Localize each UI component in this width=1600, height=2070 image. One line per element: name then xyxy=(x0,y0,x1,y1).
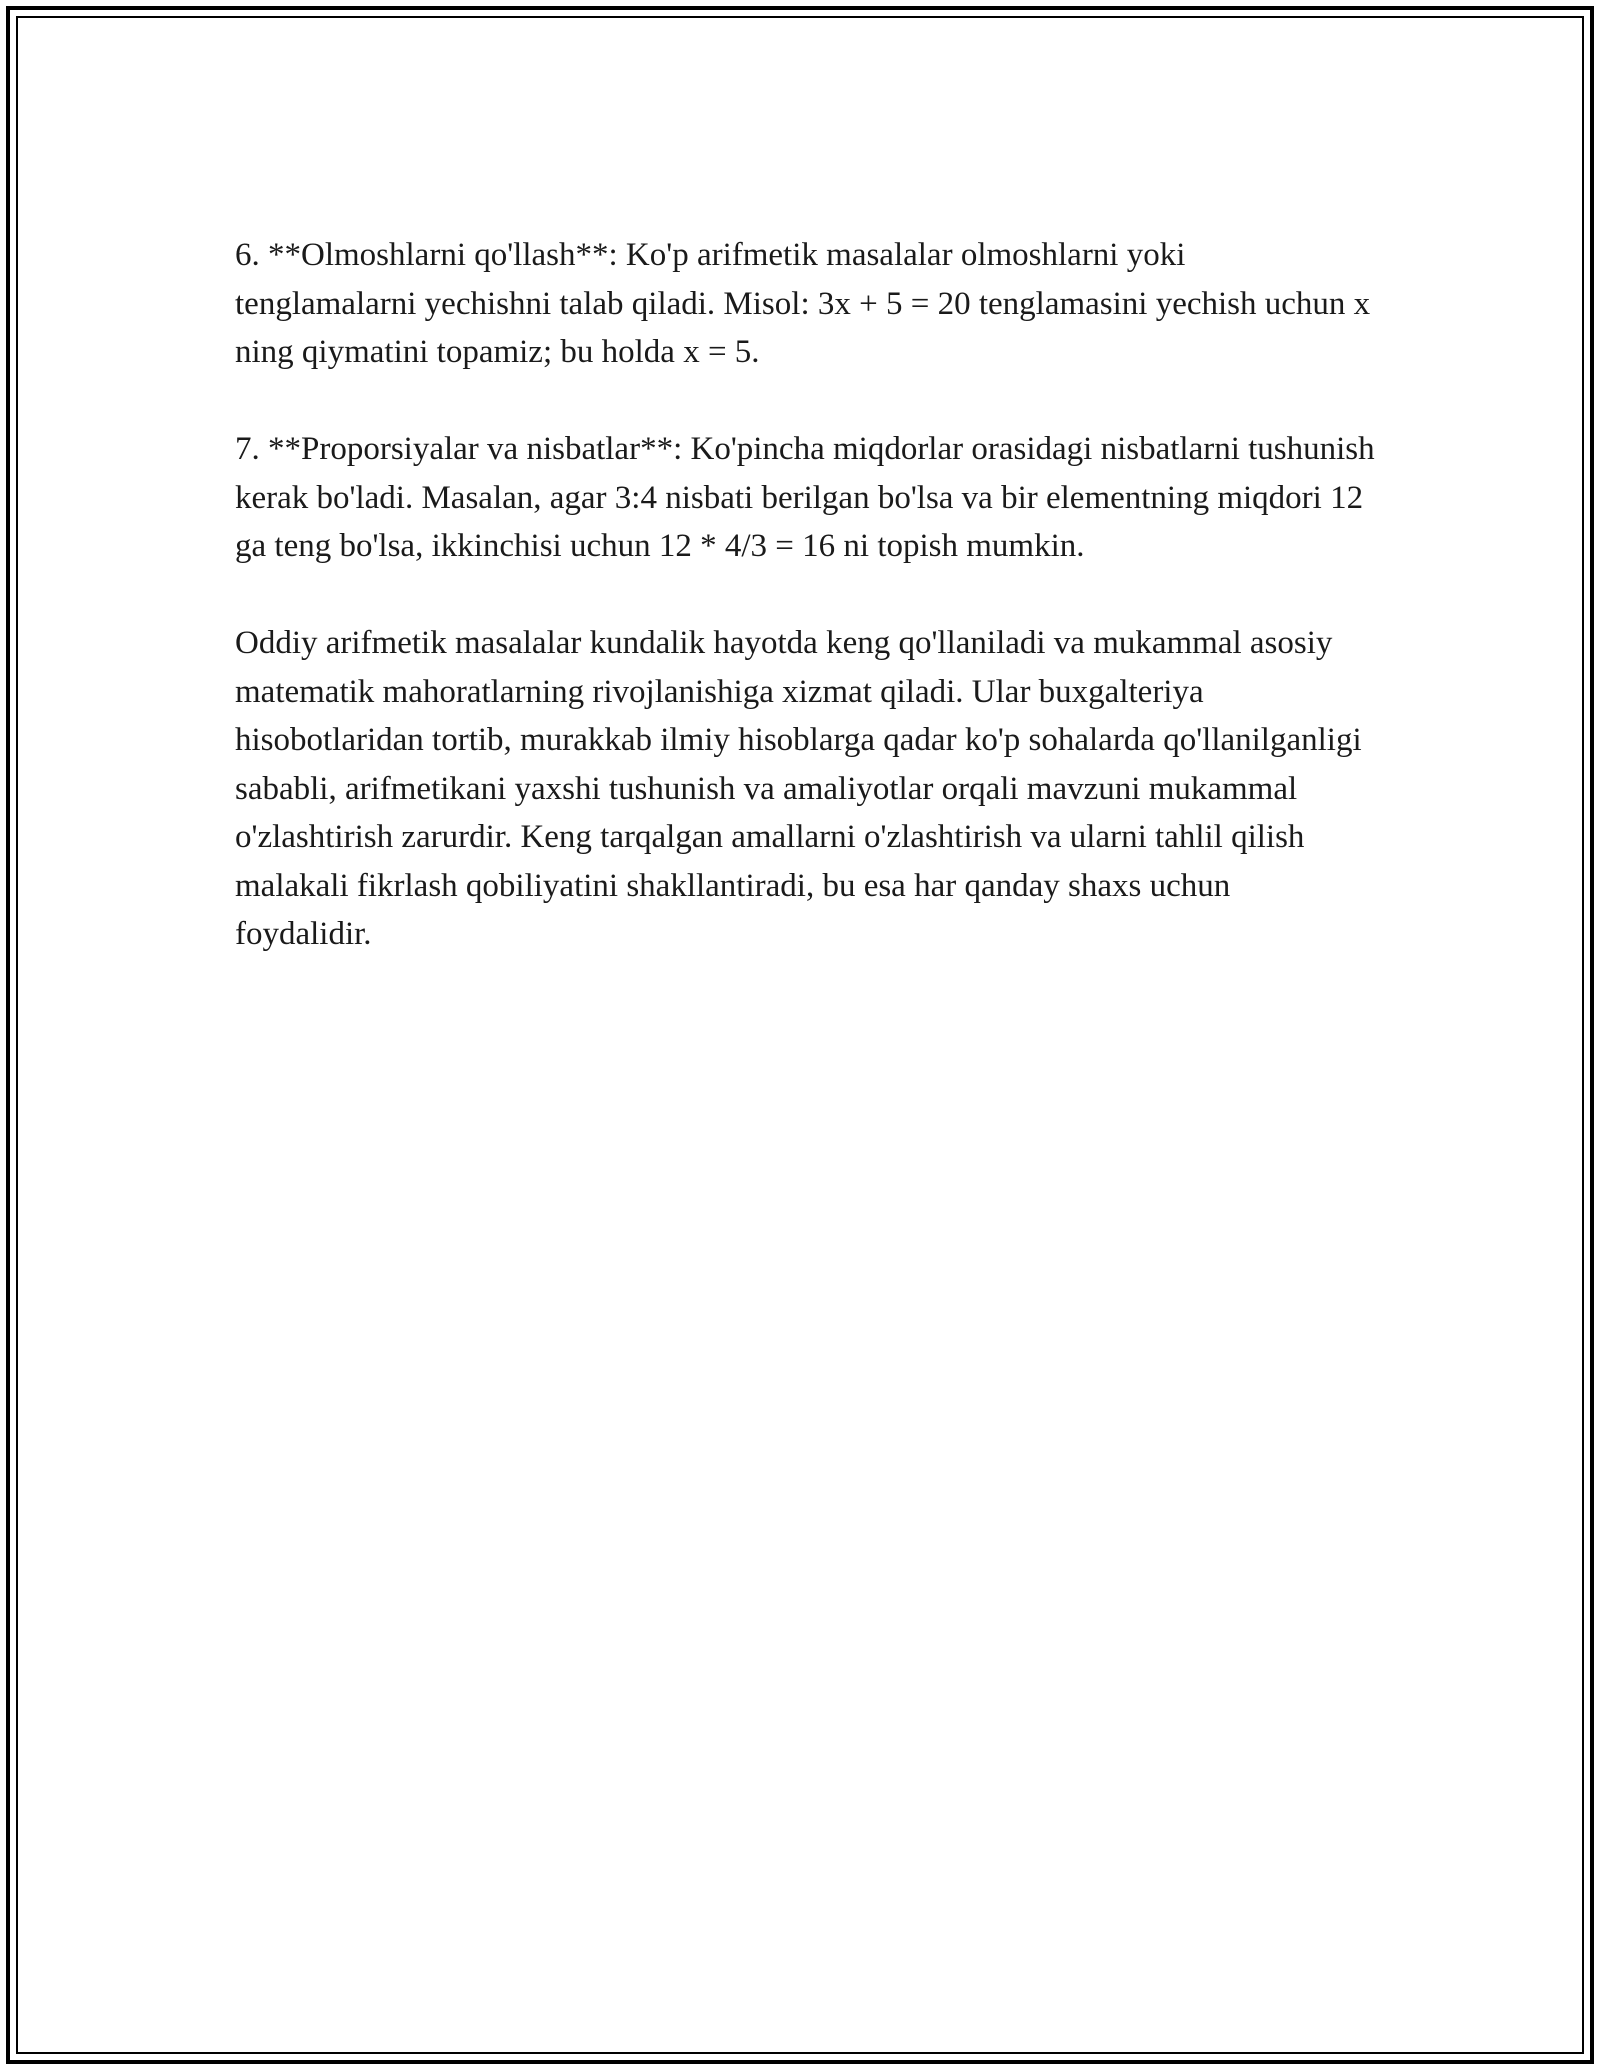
paragraph-olmoshlarni-qollash: 6. **Olmoshlarni qo'llash**: Ko'p arifmetik masalalar olmoshlarni yoki tenglamalarni yechishni talab qiladi. Misol: 3x + 5 = 20 tenglamasini yechish uchun x ning qiymatini topamiz; bu holda x = 5. xyxy=(235,237,1371,370)
paragraph-conclusion: Oddiy arifmetik masalalar kundalik hayotda keng qo'llaniladi va mukammal asosiy matematik mahoratlarning rivojlanishiga xizmat qiladi. Ular buxgalteriya hisobotlaridan tortib, murakkab ilmiy hisoblarga qadar ko'p sohalarda qo'llanilganligi sababli, arifmetikani yaxshi tushunish va amaliyotlar orqali mavzuni mukammal o'zlashtirish zarurdir. Keng tarqalgan amallarni o'zlashtirish va ularni tahlil qilish malakali fikrlash qobiliyatini shakllantiradi, bu esa har qanday shaxs uchun foydalidir. xyxy=(235,625,1362,952)
document-body xyxy=(235,231,1375,1007)
paragraph-proporsiyalar-va-nisbatlar: 7. **Proporsiyalar va nisbatlar**: Ko'pincha miqdorlar orasidagi nisbatlarni tushunish kerak bo'ladi. Masalan, agar 3:4 nisbati berilgan bo'lsa va bir elementning miqdori 12 ga teng bo'lsa, ikkinchisi uchun 12 * 4/3 = 16 ni topish mumkin. xyxy=(235,431,1375,564)
